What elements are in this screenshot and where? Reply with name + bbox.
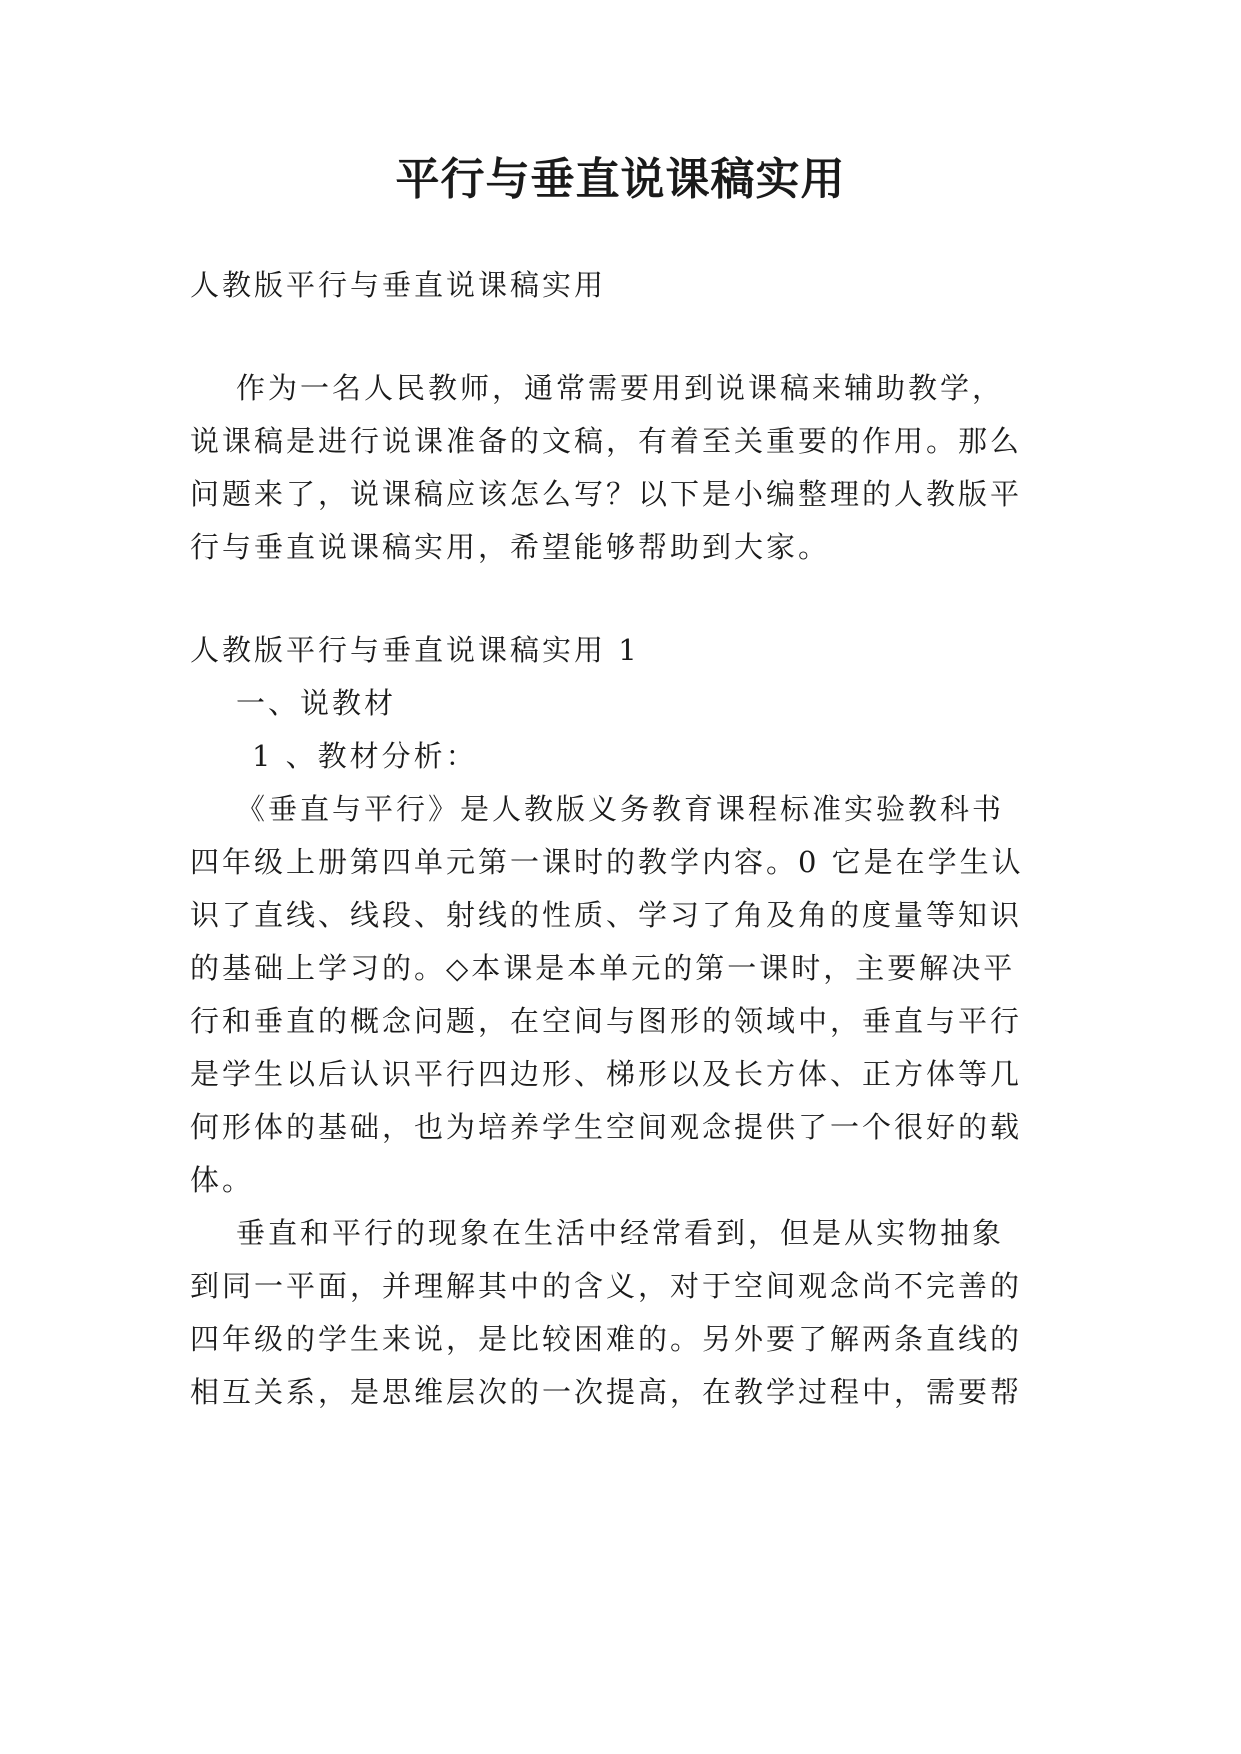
intro-line-3: 问题来了，说课稿应该怎么写？以下是小编整理的人教版平 (190, 477, 1023, 511)
para1-line-7: 何形体的基础，也为培养学生空间观念提供了一个很好的载 (190, 1110, 1023, 1144)
intro-line-4: 行与垂直说课稿实用，希望能够帮助到大家。 (190, 530, 831, 564)
para1-line-2: 四年级上册第四单元第一课时的教学内容。0 它是在学生认 (190, 845, 1024, 879)
intro-line-1: 作为一名人民教师，通常需要用到说课稿来辅助教学， (236, 371, 1005, 405)
para1-line-5: 行和垂直的概念问题，在空间与图形的领域中，垂直与平行 (190, 1004, 1023, 1038)
para2-line-2: 到同一平面，并理解其中的含义，对于空间观念尚不完善的 (190, 1269, 1023, 1303)
para2-line-1: 垂直和平行的现象在生活中经常看到，但是从实物抽象 (236, 1216, 1005, 1250)
para1-line-8: 体。 (190, 1163, 255, 1197)
para1-line-6: 是学生以后认识平行四边形、梯形以及长方体、正方体等几 (190, 1057, 1023, 1091)
section-heading: 人教版平行与垂直说课稿实用 1 (190, 633, 640, 667)
para1-line-3: 识了直线、线段、射线的性质、学习了角及角的度量等知识 (190, 898, 1023, 932)
para2-line-4: 相互关系，是思维层次的一次提高，在教学过程中，需要帮 (190, 1375, 1023, 1409)
sub-heading: 1 、教材分析： (252, 739, 478, 773)
para2-line-3: 四年级的学生来说，是比较困难的。另外要了解两条直线的 (190, 1322, 1023, 1356)
para1-line-4: 的基础上学习的。◇本课是本单元的第一课时，主要解决平 (190, 951, 1016, 985)
para1-line-1: 《垂直与平行》是人教版义务教育课程标准实验教科书 (236, 792, 1005, 826)
intro-line-2: 说课稿是进行说课准备的文稿，有着至关重要的作用。那么 (190, 424, 1023, 458)
page-title: 平行与垂直说课稿实用 (395, 154, 846, 205)
document-subtitle: 人教版平行与垂直说课稿实用 (190, 268, 607, 302)
part-heading: 一、说教材 (236, 686, 397, 720)
